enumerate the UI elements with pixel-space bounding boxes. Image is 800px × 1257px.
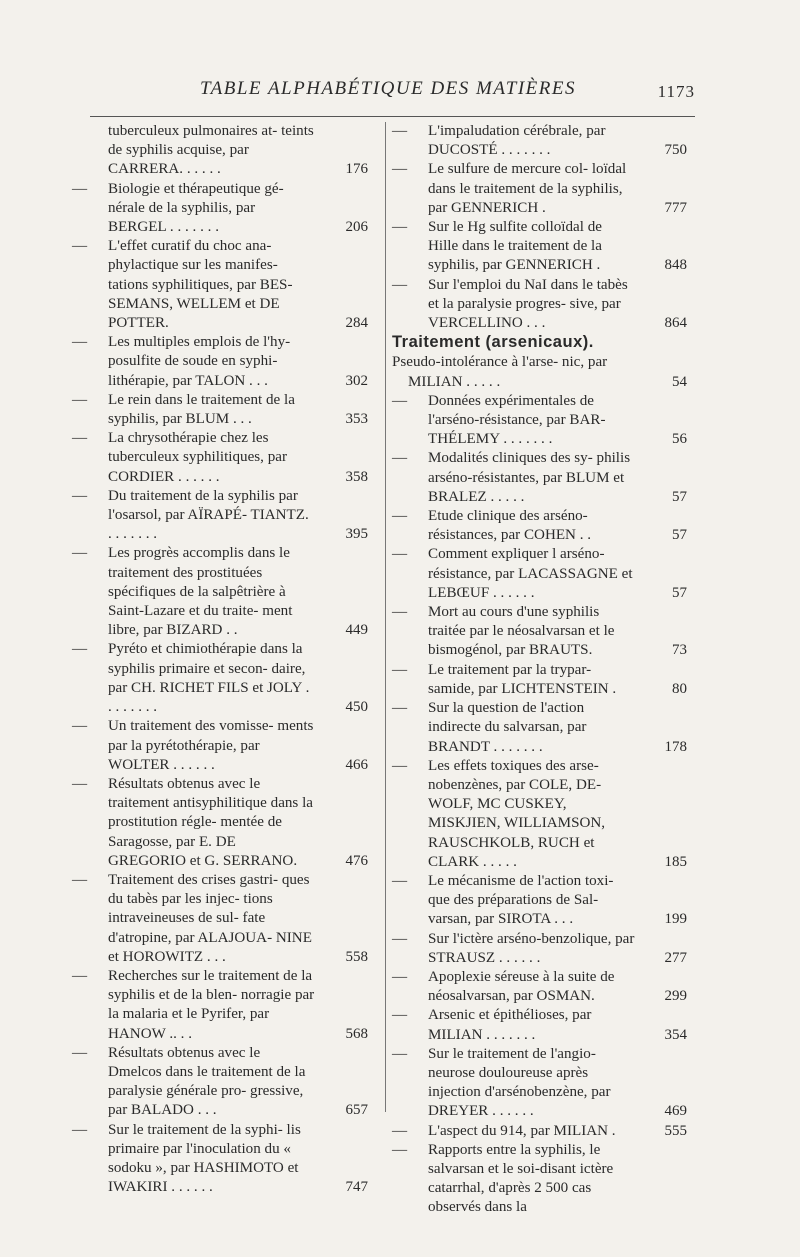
running-title: TABLE ALPHABÉTIQUE DES MATIÈRES: [200, 78, 576, 99]
index-entry: [72, 967, 368, 1044]
index-entry: [72, 122, 368, 180]
index-entry: [72, 871, 368, 967]
entry-dash: —: [72, 545, 88, 562]
entry-page-number: 206: [345, 219, 368, 236]
entry-text: Le rein dans le traitement de la syphilis, par BLUM . . .: [108, 391, 295, 428]
entry-text: Sur la question de l'action indirecte du salvarsan, par BRANDT . . . . . . .: [428, 700, 587, 755]
entry-page-number: 185: [664, 853, 687, 870]
entry-page-number: 568: [345, 1025, 368, 1042]
entry-text: Sur l'emploi du NaI dans le tabès et la paralysie progres- sive, par VERCELLINO . . .: [428, 276, 628, 332]
entry-dash: —: [392, 968, 408, 985]
index-entry: [72, 717, 368, 775]
index-entry: [72, 1044, 368, 1121]
index-entry: [392, 122, 687, 160]
entry-text: Les progrès accomplis dans le traitement des prostituées spécifiques de la salpêtrière à Saint-Lazare et du traite- ment libre, par BIZARD . .: [108, 545, 293, 639]
right-column: [392, 122, 687, 1218]
entry-dash: —: [72, 1121, 88, 1138]
entry-text: Sur le traitement de la syphi- lis primaire par l'inoculation du « sodoku », par HASHIMOTO et IWAKIRI . . . . . .: [108, 1121, 301, 1196]
index-entry: [72, 640, 368, 717]
index-entry: [392, 392, 687, 450]
entry-dash: —: [392, 1045, 408, 1062]
entry-dash: —: [72, 391, 88, 408]
index-entry: [392, 661, 687, 699]
entry-text: Apoplexie séreuse à la suite de néosalvarsan, par OSMAN.: [428, 968, 615, 1005]
entry-text: Résultats obtenus avec le Dmelcos dans le traitement de la paralysie générale pro- gressive, par BALADO . . .: [108, 1044, 306, 1119]
index-entry: [392, 333, 687, 392]
index-entry: [392, 218, 687, 276]
entry-text: L'effet curatif du choc ana- phylactique sur les manifes- tations syphilitiques, par BES- SEMANS, WELLEM et DE POTTER.: [108, 238, 293, 332]
entry-page-number: 57: [672, 584, 687, 601]
index-entry: [392, 276, 687, 334]
index-entry: [392, 507, 687, 545]
entry-dash: —: [392, 392, 408, 409]
entry-dash: —: [72, 180, 88, 197]
header-rule: [90, 116, 695, 117]
entry-text: Rapports entre la syphilis, le salvarsan et le soi-disant ictère catarrhal, d'après 2 500 cas observés dans la: [428, 1141, 614, 1216]
index-entry: [72, 237, 368, 333]
index-entry: [72, 544, 368, 640]
entry-page-number: 353: [345, 411, 368, 428]
entry-text: Un traitement des vomisse- ments par la pyrétothérapie, par WOLTER . . . . . .: [108, 718, 314, 773]
entry-page-number: 178: [664, 738, 687, 755]
entry-page-number: 54: [672, 373, 687, 390]
entry-page-number: 747: [345, 1179, 368, 1196]
entry-dash: —: [72, 775, 88, 792]
entry-page-number: 277: [664, 949, 687, 966]
entry-page-number: 466: [345, 756, 368, 773]
entry-text: L'aspect du 914, par MILIAN .: [428, 1122, 616, 1139]
entry-dash: —: [392, 661, 408, 678]
entry-page-number: 555: [664, 1122, 687, 1139]
entry-dash: —: [72, 238, 88, 255]
section-heading: Traitement (arsenicaux).: [392, 333, 594, 352]
entry-dash: —: [392, 450, 408, 467]
entry-page-number: 558: [345, 948, 368, 965]
entry-text: tuberculeux pulmonaires at- teints de syphilis acquise, par CARRERA. . . . . .: [108, 123, 314, 178]
index-entry: [392, 545, 687, 603]
entry-page-number: 57: [672, 488, 687, 505]
index-entry: [72, 391, 368, 429]
entry-dash: —: [72, 718, 88, 735]
index-entry: [392, 1006, 687, 1044]
entry-page-number: 449: [345, 622, 368, 639]
entry-text: Traitement des crises gastri- ques du tabès par les injec- tions intraveineuses de sul- fate d'atropine, par ALAJOUA- NINE et HOROWITZ . . .: [108, 871, 312, 965]
entry-text: Les multiples emplois de l'hy- posulfite de soude en syphi- lithérapie, par TALON . . .: [108, 334, 291, 389]
entry-dash: —: [72, 967, 88, 984]
entry-dash: —: [392, 1007, 408, 1024]
index-entry: [72, 775, 368, 871]
entry-page-number: 284: [345, 315, 368, 332]
entry-dash: —: [72, 871, 88, 888]
entry-page-number: 57: [672, 527, 687, 544]
index-entry: [392, 1141, 687, 1218]
entry-text: Données expérimentales de l'arséno-résistance, par BAR- THÉLEMY . . . . . . .: [428, 392, 606, 448]
entry-page-number: 864: [664, 315, 687, 332]
entry-dash: —: [392, 930, 408, 947]
index-entry: [392, 930, 687, 968]
entry-page-number: 56: [672, 431, 687, 448]
entry-page-number: 469: [664, 1103, 687, 1120]
entry-dash: —: [392, 604, 408, 621]
entry-dash: —: [72, 430, 88, 447]
entry-text: Biologie et thérapeutique gé- nérale de la syphilis, par BERGEL . . . . . . .: [108, 180, 284, 236]
entry-dash: —: [392, 219, 408, 236]
entry-dash: —: [392, 700, 408, 717]
index-entry: [392, 699, 687, 757]
entry-dash: —: [72, 334, 88, 351]
entry-page-number: 848: [664, 257, 687, 274]
entry-page-number: 199: [664, 911, 687, 928]
page-header: [90, 78, 695, 108]
entry-text: Arsenic et épithélioses, par MILIAN . . . . . . .: [428, 1007, 592, 1043]
left-column: [72, 122, 368, 1197]
index-entry: [72, 487, 368, 545]
entry-dash: —: [392, 123, 408, 139]
entry-page-number: 73: [672, 642, 687, 659]
entry-text: Résultats obtenus avec le traitement antisyphilitique dans la prostitution régle- mentée de Saragosse, par E. DE GREGORIO et G. SERRANO.: [108, 775, 313, 869]
index-entry: [72, 429, 368, 487]
entry-dash: —: [392, 1122, 408, 1139]
entry-page-number: 395: [345, 526, 368, 543]
entry-text: Etude clinique des arséno- résistances, par COHEN . .: [428, 508, 592, 544]
index-entry: [392, 1122, 687, 1141]
entry-page-number: 750: [664, 142, 687, 159]
entry-text: Mort au cours d'une syphilis traitée par le néosalvarsan et le bismogénol, par BRAUTS.: [428, 604, 615, 659]
entry-page-number: 299: [664, 988, 687, 1005]
entry-text: Sur le traitement de l'angio- neurose douloureuse après injection d'arsénobenzène, par DREYER . . . . . .: [428, 1045, 611, 1120]
entry-dash: —: [72, 487, 88, 504]
entry-dash: —: [72, 1044, 88, 1061]
entry-text: Le mécanisme de l'action toxi- que des préparations de Sal- varsan, par SIROTA . . .: [428, 872, 614, 928]
entry-dash: —: [392, 161, 408, 178]
entry-text: Pyréto et chimiothérapie dans la syphilis primaire et secon- daire, par CH. RICHET FILS et JOLY . . . . . . . .: [108, 641, 310, 716]
index-entry: [72, 180, 368, 238]
entry-text: Modalités cliniques des sy- philis arséno-résistantes, par BLUM et BRALEZ . . . . .: [428, 450, 631, 505]
entry-heading-wrap: [392, 333, 635, 353]
entry-text: La chrysothérapie chez les tuberculeux syphilitiques, par CORDIER . . . . . .: [108, 430, 287, 485]
entry-dash: —: [392, 872, 408, 889]
entry-page-number: 176: [345, 161, 368, 178]
entry-text: Comment expliquer l arséno- résistance, par LACASSAGNE et LEBŒUF . . . . . .: [428, 546, 633, 601]
index-entry: [392, 160, 687, 218]
entry-text: Pseudo-intolérance à l'arse- nic, par MILIAN . . . . .: [392, 354, 608, 390]
index-entry: [392, 449, 687, 507]
entry-text: Sur l'ictère arséno-benzolique, par STRAUSZ . . . . . .: [428, 930, 635, 966]
entry-page-number: 80: [672, 680, 687, 697]
entry-page-number: 354: [664, 1026, 687, 1043]
entry-text: Du traitement de la syphilis par l'osarsol, par AÏRAPÉ- TIANTZ. . . . . . . .: [108, 487, 309, 543]
index-entry: [392, 968, 687, 1006]
entry-text: Sur le Hg sulfite colloïdal de Hille dans le traitement de la syphilis, par GENNERICH .: [428, 219, 602, 274]
index-entry: [392, 872, 687, 930]
entry-dash: —: [392, 276, 408, 293]
entry-page-number: 476: [345, 852, 368, 869]
entry-text: Les effets toxiques des arse- nobenzènes, par COLE, DE- WOLF, MC CUSKEY, MISKJIEN, WILLIAMSON, RAUSCHKOLB, RUCH et CLARK . . . . .: [428, 757, 606, 870]
index-entry: [72, 333, 368, 391]
entry-page-number: 302: [345, 372, 368, 389]
entry-dash: —: [392, 1141, 408, 1158]
entry-text: Le sulfure de mercure col- loïdal dans le traitement de la syphilis, par GENNERICH .: [428, 161, 627, 216]
entry-text: Recherches sur le traitement de la syphilis et de la blen- norragie par la malaria et le Pyrifer, par HANOW .. . .: [108, 967, 315, 1042]
entry-page-number: 450: [345, 699, 368, 716]
index-entry: [392, 757, 687, 872]
entry-text: L'impaludation cérébrale, par DUCOSTÉ . . . . . . .: [428, 123, 606, 159]
page-number: 1173: [657, 82, 695, 101]
index-entry: [392, 603, 687, 661]
index-entry: [72, 1121, 368, 1198]
entry-page-number: 657: [345, 1102, 368, 1119]
entry-page-number: 777: [664, 199, 687, 216]
entry-page-number: 358: [345, 468, 368, 485]
entry-dash: —: [392, 546, 408, 563]
entry-text: Le traitement par la trypar- samide, par LICHTENSTEIN .: [428, 661, 617, 697]
column-divider: [385, 122, 386, 1112]
index-entry: [392, 1045, 687, 1122]
entry-dash: —: [72, 641, 88, 658]
entry-dash: —: [392, 508, 408, 525]
entry-dash: —: [392, 757, 408, 774]
